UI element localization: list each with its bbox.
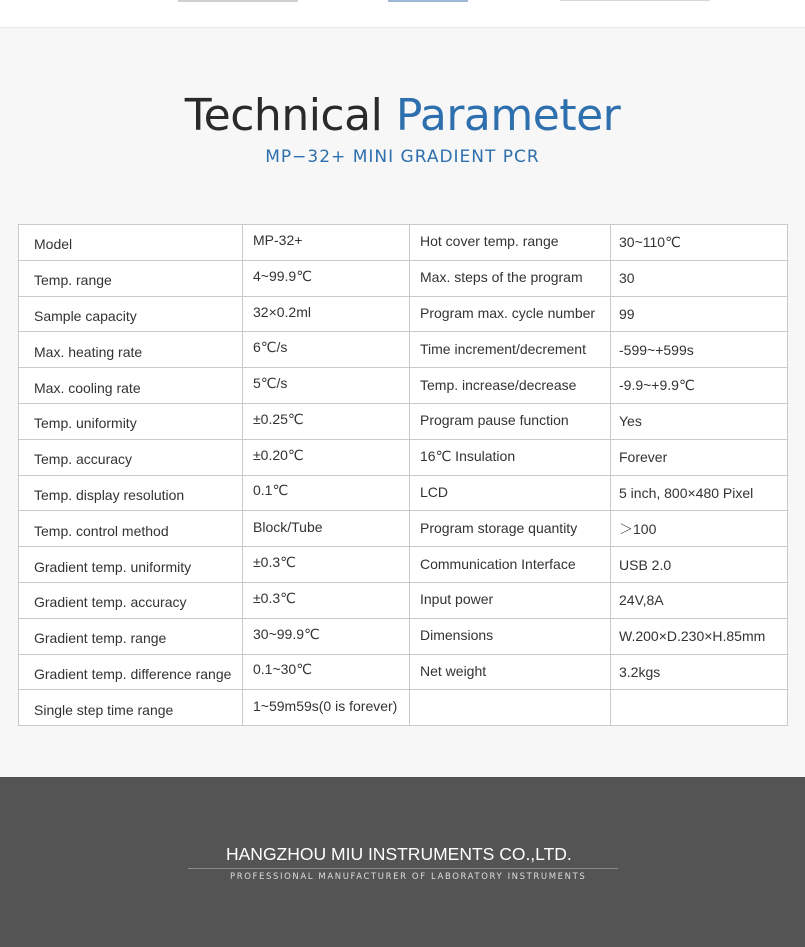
param-name-cell: Temp. control method [19,511,243,547]
param-value-cell: 5℃/s [243,368,410,404]
param-name-cell: Dimensions [410,618,611,654]
param-value-cell: 1~59m59s(0 is forever) [243,690,410,726]
param-value-cell: 5 inch, 800×480 Pixel [611,475,788,511]
param-value-cell: Forever [611,439,788,475]
page-title-dark: Technical [184,90,383,141]
param-name-cell: Temp. display resolution [19,475,243,511]
company-name: HANGZHOU MIU INSTRUMENTS CO.,LTD. [226,844,572,864]
param-value-cell: ±0.25℃ [243,403,410,439]
param-value-cell: -9.9~+9.9℃ [611,368,788,404]
param-value-cell: Block/Tube [243,511,410,547]
table-row [19,260,788,296]
param-name-cell: Input power [410,582,611,618]
param-name-cell: LCD [410,475,611,511]
param-value-cell: 32×0.2ml [243,296,410,332]
param-value-cell: W.200×D.230×H.85mm [611,618,788,654]
param-value-cell [611,690,788,726]
table-row [19,332,788,368]
param-value-cell: -599~+599s [611,332,788,368]
top-decor-line [178,0,298,2]
param-name-cell: Single step time range [19,690,243,726]
param-value-cell: MP-32+ [243,225,410,261]
table-row [19,511,788,547]
table-row [19,582,788,618]
param-name-cell: Gradient temp. accuracy [19,582,243,618]
table-row [19,547,788,583]
param-name-cell: Model [19,225,243,261]
footer [0,777,805,947]
param-name-cell: Temp. accuracy [19,439,243,475]
param-value-cell: 6℃/s [243,332,410,368]
param-name-cell: Max. cooling rate [19,368,243,404]
param-name-cell: Hot cover temp. range [410,225,611,261]
param-name-cell: 16℃ Insulation [410,439,611,475]
param-value-cell: 30~99.9℃ [243,618,410,654]
param-value-cell: 4~99.9℃ [243,260,410,296]
param-value-cell: ±0.3℃ [243,582,410,618]
param-name-cell: Gradient temp. difference range [19,654,243,690]
table-row [19,475,788,511]
table-row [19,368,788,404]
param-value-cell: 24V,8A [611,582,788,618]
param-value-cell: ＞100 [611,511,788,547]
parameter-table [18,224,788,726]
param-name-cell: Program storage quantity [410,511,611,547]
param-value-cell: ±0.3℃ [243,547,410,583]
param-name-cell: Time increment/decrement [410,332,611,368]
param-name-cell: Max. steps of the program [410,260,611,296]
param-value-cell: 30~110℃ [611,225,788,261]
param-value-cell: 30 [611,260,788,296]
param-name-cell: Temp. increase/decrease [410,368,611,404]
param-name-cell: Program pause function [410,403,611,439]
param-value-cell: ±0.20℃ [243,439,410,475]
page-title [0,90,805,142]
parameter-table-body [19,225,788,726]
table-row [19,690,788,726]
param-value-cell: USB 2.0 [611,547,788,583]
table-row [19,439,788,475]
table-row [19,225,788,261]
param-name-cell: Net weight [410,654,611,690]
table-row [19,403,788,439]
table-row [19,654,788,690]
param-name-cell: Communication Interface [410,547,611,583]
param-name-cell: Program max. cycle number [410,296,611,332]
param-name-cell: Gradient temp. range [19,618,243,654]
top-strip [0,0,805,28]
param-value-cell: 0.1~30℃ [243,654,410,690]
param-name-cell [410,690,611,726]
company-slogan: PROFESSIONAL MANUFACTURER OF LABORATORY INSTRUMENTS [230,872,587,882]
top-decor-line-accent [388,0,468,2]
top-decor-line [560,0,710,1]
param-name-cell: Gradient temp. uniformity [19,547,243,583]
param-value-cell: Yes [611,403,788,439]
param-name-cell: Max. heating rate [19,332,243,368]
param-value-cell: 3.2kgs [611,654,788,690]
param-value-cell: 0.1℃ [243,475,410,511]
param-name-cell: Temp. range [19,260,243,296]
footer-divider [188,868,618,869]
param-value-cell: 99 [611,296,788,332]
table-row [19,618,788,654]
page-title-blue: Parameter [395,90,621,141]
table-row [19,296,788,332]
param-name-cell: Sample capacity [19,296,243,332]
page-subtitle: MP−32+ MINI GRADIENT PCR [265,147,540,167]
param-name-cell: Temp. uniformity [19,403,243,439]
